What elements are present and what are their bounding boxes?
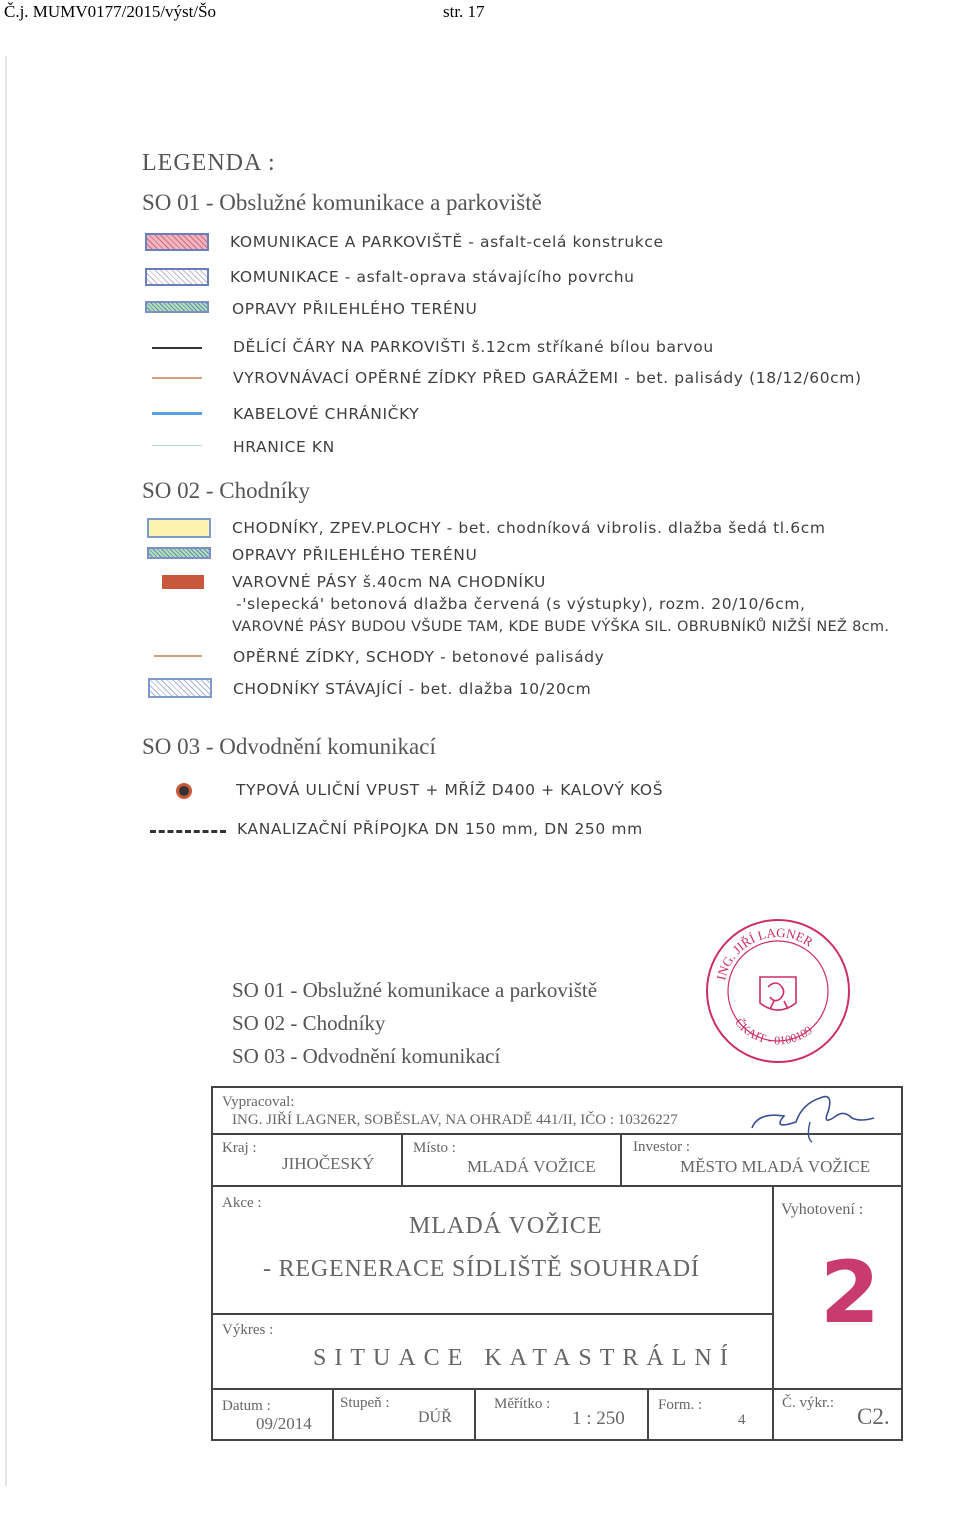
- date-label: Datum :: [222, 1398, 271, 1414]
- so01-item-3: OPRAVY PŘILEHLÉHO TERÉNU: [232, 300, 478, 318]
- stamp-bottom-text: ČKAIT - 0100109: [732, 1015, 815, 1048]
- so02-item-3: VAROVNÉ PÁSY š.40cm NA CHODNÍKU: [232, 573, 546, 591]
- swatch-sidewalk: [147, 518, 211, 538]
- page-number: str. 17: [443, 2, 485, 21]
- action-line-1: MLADÁ VOŽICE: [409, 1213, 603, 1239]
- so01-item-1: KOMUNIKACE A PARKOVIŠTĚ - asfalt-celá konstrukce: [230, 233, 664, 251]
- sewer-connection-line-symbol: [150, 830, 226, 833]
- place-value: MLADÁ VOŽICE: [467, 1157, 596, 1176]
- drawing-value: SITUACE KATASTRÁLNÍ: [313, 1345, 736, 1371]
- swatch-asphalt-repair: [145, 268, 209, 286]
- tb-line-3: [211, 1313, 774, 1315]
- scale-label: Měřítko :: [494, 1396, 551, 1412]
- so02-item-2: OPRAVY PŘILEHLÉHO TERÉNU: [232, 546, 478, 564]
- drawing-number-value: C2.: [857, 1404, 890, 1429]
- scan-edge: [5, 56, 7, 1486]
- object-so01: SO 01 - Obslužné komunikace a parkoviště: [232, 978, 598, 1002]
- scale-value: 1 : 250: [572, 1408, 625, 1429]
- dividing-line-symbol: [152, 347, 202, 349]
- tb-line-2: [211, 1185, 903, 1187]
- so01-item-2: KOMUNIKACE - asfalt-oprava stávajícího povrchu: [230, 268, 635, 286]
- copy-label: Vyhotovení :: [781, 1201, 864, 1218]
- prepared-label: Vypracoval:: [222, 1094, 295, 1110]
- retaining-wall-line-symbol: [152, 377, 202, 379]
- region-value: JIHOČESKÝ: [282, 1154, 375, 1173]
- swatch-terrain-repair-2: [147, 547, 211, 559]
- stage-label: Stupeň :: [340, 1395, 390, 1411]
- tb-line-4: [211, 1388, 903, 1390]
- tb-vline-format: [647, 1388, 649, 1441]
- format-label: Form. :: [658, 1397, 703, 1413]
- date-value: 09/2014: [256, 1414, 312, 1433]
- legend-title: LEGENDA :: [142, 150, 276, 176]
- action-label: Akce :: [222, 1195, 262, 1211]
- investor-label: Investor :: [633, 1139, 691, 1155]
- drawing-number-label: Č. výkr.:: [782, 1395, 835, 1411]
- signature-icon: [748, 1082, 878, 1144]
- palisade-line-symbol: [154, 655, 202, 657]
- so03-item-1: TYPOVÁ ULIČNÍ VPUST + MŘÍŽ D400 + KALOVÝ KOŠ: [236, 781, 664, 799]
- tb-border-bottom: [211, 1439, 903, 1441]
- so02-item-6: OPĚRNÉ ZÍDKY, SCHODY - betonové palisády: [233, 648, 605, 666]
- object-so02: SO 02 - Chodníky: [232, 1011, 386, 1035]
- swatch-asphalt-full: [145, 233, 209, 251]
- so02-item-1: CHODNÍKY, ZPEV.PLOCHY - bet. chodníková vibrolis. dlažba šedá tl.6cm: [232, 519, 826, 537]
- swatch-warning-strip: [162, 575, 204, 589]
- place-label: Místo :: [413, 1140, 456, 1156]
- engineer-seal-stamp: [704, 917, 852, 1065]
- tb-vline-stage: [332, 1388, 334, 1441]
- so01-title: SO 01 - Obslužné komunikace a parkoviště: [142, 190, 542, 215]
- so02-item-5: VAROVNÉ PÁSY BUDOU VŠUDE TAM, KDE BUDE VÝŠKA SIL. OBRUBNÍKŮ NIŽŠÍ NEŽ 8cm.: [232, 619, 890, 635]
- drawing-label: Výkres :: [222, 1322, 274, 1338]
- object-so03: SO 03 - Odvodnění komunikací: [232, 1044, 501, 1068]
- so02-item-7: CHODNÍKY STÁVAJÍCÍ - bet. dlažba 10/20cm: [233, 680, 592, 698]
- prepared-value: ING. JIŘÍ LAGNER, SOBĚSLAV, NA OHRADĚ 441/II, IČO : 10326227: [232, 1112, 678, 1128]
- tb-vline-scale: [474, 1388, 476, 1441]
- investor-value: MĚSTO MLADÁ VOŽICE: [680, 1157, 871, 1176]
- so02-title: SO 02 - Chodníky: [142, 478, 311, 503]
- so03-title: SO 03 - Odvodnění komunikací: [142, 734, 436, 759]
- gully-inlet-icon: [176, 783, 192, 799]
- region-label: Kraj :: [222, 1140, 257, 1156]
- document-reference: Č.j. MUMV0177/2015/výst/Šo: [4, 2, 217, 21]
- so01-item-4: DĚLÍCÍ ČÁRY NA PARKOVIŠTI š.12cm stříkané bílou barvou: [233, 338, 714, 356]
- swatch-terrain-repair: [145, 301, 209, 313]
- so01-item-6: KABELOVÉ CHRÁNIČKY: [233, 405, 420, 423]
- cable-protector-line-symbol: [152, 412, 202, 415]
- action-line-2: - REGENERACE SÍDLIŠTĚ SOUHRADÍ: [263, 1256, 700, 1282]
- tb-vline-investor: [620, 1133, 622, 1187]
- copy-value: 2: [820, 1243, 880, 1343]
- format-value: 4: [738, 1412, 746, 1428]
- stamp-top-text: ING. JIŘÍ LAGNER: [713, 924, 816, 982]
- so01-item-5: VYROVNÁVACÍ OPĚRNÉ ZÍDKY PŘED GARÁŽEMI - bet. palisády (18/12/60cm): [233, 369, 862, 387]
- cadastre-boundary-line-symbol: [152, 445, 202, 446]
- lion-emblem-icon: [760, 977, 796, 1010]
- stage-value: DÚŘ: [418, 1409, 452, 1426]
- so03-item-2: KANALIZAČNÍ PŘÍPOJKA DN 150 mm, DN 250 mm: [237, 820, 643, 838]
- swatch-existing-sidewalk: [148, 678, 212, 698]
- so01-item-7: HRANICE KN: [233, 438, 335, 456]
- so02-item-4: -'slepecká' betonová dlažba červená (s výstupky), rozm. 20/10/6cm,: [236, 595, 806, 613]
- tb-vline-place: [401, 1133, 403, 1187]
